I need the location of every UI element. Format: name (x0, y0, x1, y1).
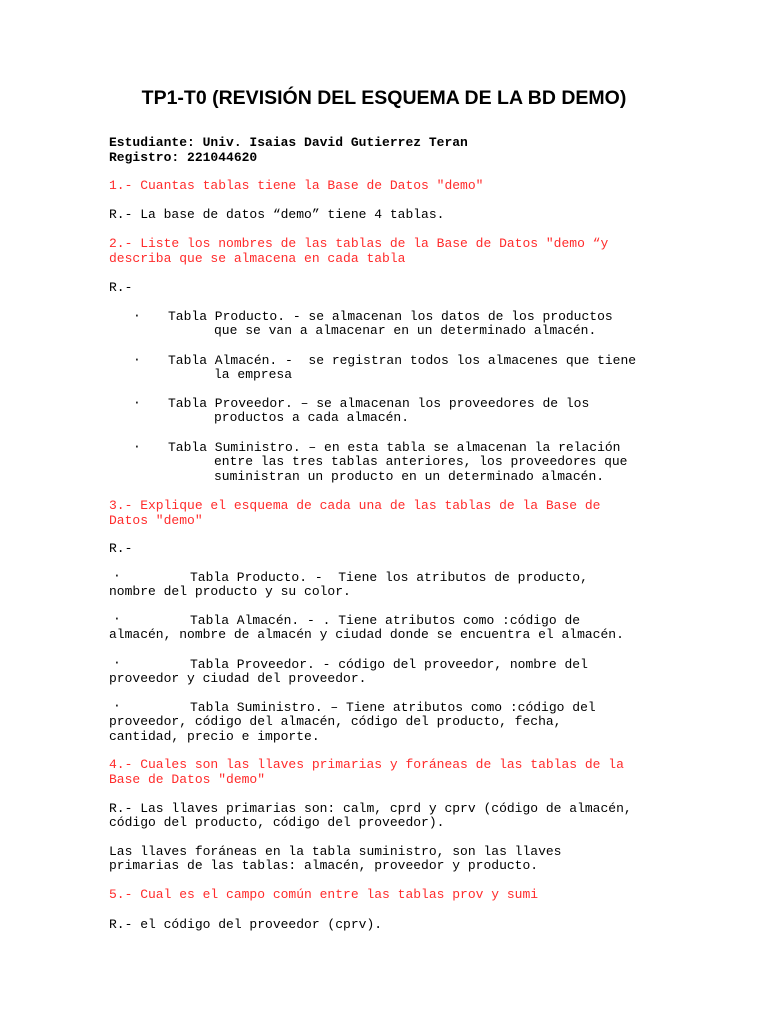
list-item-line-1: Tabla Almacén. - . Tiene atributos como :código de (190, 613, 581, 628)
list-item-line-2: la empresa (214, 367, 293, 382)
bullet-icon: · (133, 439, 141, 454)
bullet-icon: · (133, 352, 141, 367)
question-4-line-2: Base de Datos "demo" (109, 772, 266, 787)
answer-4-line-3: Las llaves foráneas en la tabla suministro, son las llaves (109, 844, 562, 859)
question-3-line-2: Datos "demo" (109, 513, 203, 528)
list-item-line-1: Tabla Producto. - se almacenan los datos de los productos (168, 309, 613, 324)
bullet-icon: · (133, 308, 141, 323)
answer-2-prefix: R.- (109, 280, 133, 295)
answer-4-line-2: código del producto, código del proveedor). (109, 815, 445, 830)
question-5: 5.- Cual es el campo común entre las tablas prov y sumi (109, 887, 539, 902)
question-2-line-1: 2.- Liste los nombres de las tablas de la Base de Datos "demo “y (109, 236, 609, 251)
list-item-line-2: que se van a almacenar en un determinado almacén. (214, 323, 597, 338)
list-item-line-1: Tabla Producto. - Tiene los atributos de producto, (190, 570, 588, 585)
bullet-icon: · (113, 655, 121, 670)
list-item-line-1: Tabla Suministro. – Tiene atributos como :código del (190, 700, 596, 715)
list-item-line-1: Tabla Almacén. - se registran todos los almacenes que tiene (168, 353, 637, 368)
list-item-line-3: cantidad, precio e importe. (109, 729, 320, 744)
student-name: Estudiante: Univ. Isaias David Gutierrez Teran (109, 135, 468, 150)
list-item-line-3: suministran un producto en un determinado almacén. (214, 469, 605, 484)
list-item-line-2: entre las tres tablas anteriores, los proveedores que (214, 454, 628, 469)
student-registro: Registro: 221044620 (109, 150, 258, 165)
bullet-icon: · (133, 395, 141, 410)
list-item-line-1: Tabla Suministro. – en esta tabla se almacenan la relación (168, 440, 621, 455)
list-item-line-2: proveedor, código del almacén, código del producto, fecha, (109, 714, 562, 729)
question-1: 1.- Cuantas tablas tiene la Base de Datos "demo" (109, 178, 484, 193)
list-item-line-2: almacén, nombre de almacén y ciudad donde se encuentra el almacén. (109, 627, 624, 642)
answer-4-line-4: primarias de las tablas: almacén, proveedor y producto. (109, 858, 539, 873)
list-item-line-2: proveedor y ciudad del proveedor. (109, 671, 367, 686)
list-item-line-2: productos a cada almacén. (214, 410, 410, 425)
answer-5: R.- el código del proveedor (cprv). (109, 917, 383, 932)
list-item-line-1: Tabla Proveedor. – se almacenan los proveedores de los (168, 396, 590, 411)
answer-4-line-1: R.- Las llaves primarias son: calm, cprd y cprv (código de almacén, (109, 801, 632, 816)
bullet-icon: · (113, 568, 121, 583)
bullet-icon: · (113, 698, 121, 713)
bullet-icon: · (113, 611, 121, 626)
document-title: TP1-T0 (REVISIÓN DEL ESQUEMA DE LA BD DEMO) (141, 87, 627, 109)
list-item-line-2: nombre del producto y su color. (109, 584, 351, 599)
answer-1: R.- La base de datos “demo” tiene 4 tablas. (109, 207, 445, 222)
list-item-line-1: Tabla Proveedor. - código del proveedor, nombre del (190, 657, 588, 672)
question-4-line-1: 4.- Cuales son las llaves primarias y foráneas de las tablas de la (109, 757, 624, 772)
answer-3-prefix: R.- (109, 541, 133, 556)
question-3-line-1: 3.- Explique el esquema de cada una de las tablas de la Base de (109, 498, 601, 513)
question-2-line-2: describa que se almacena en cada tabla (109, 251, 406, 266)
